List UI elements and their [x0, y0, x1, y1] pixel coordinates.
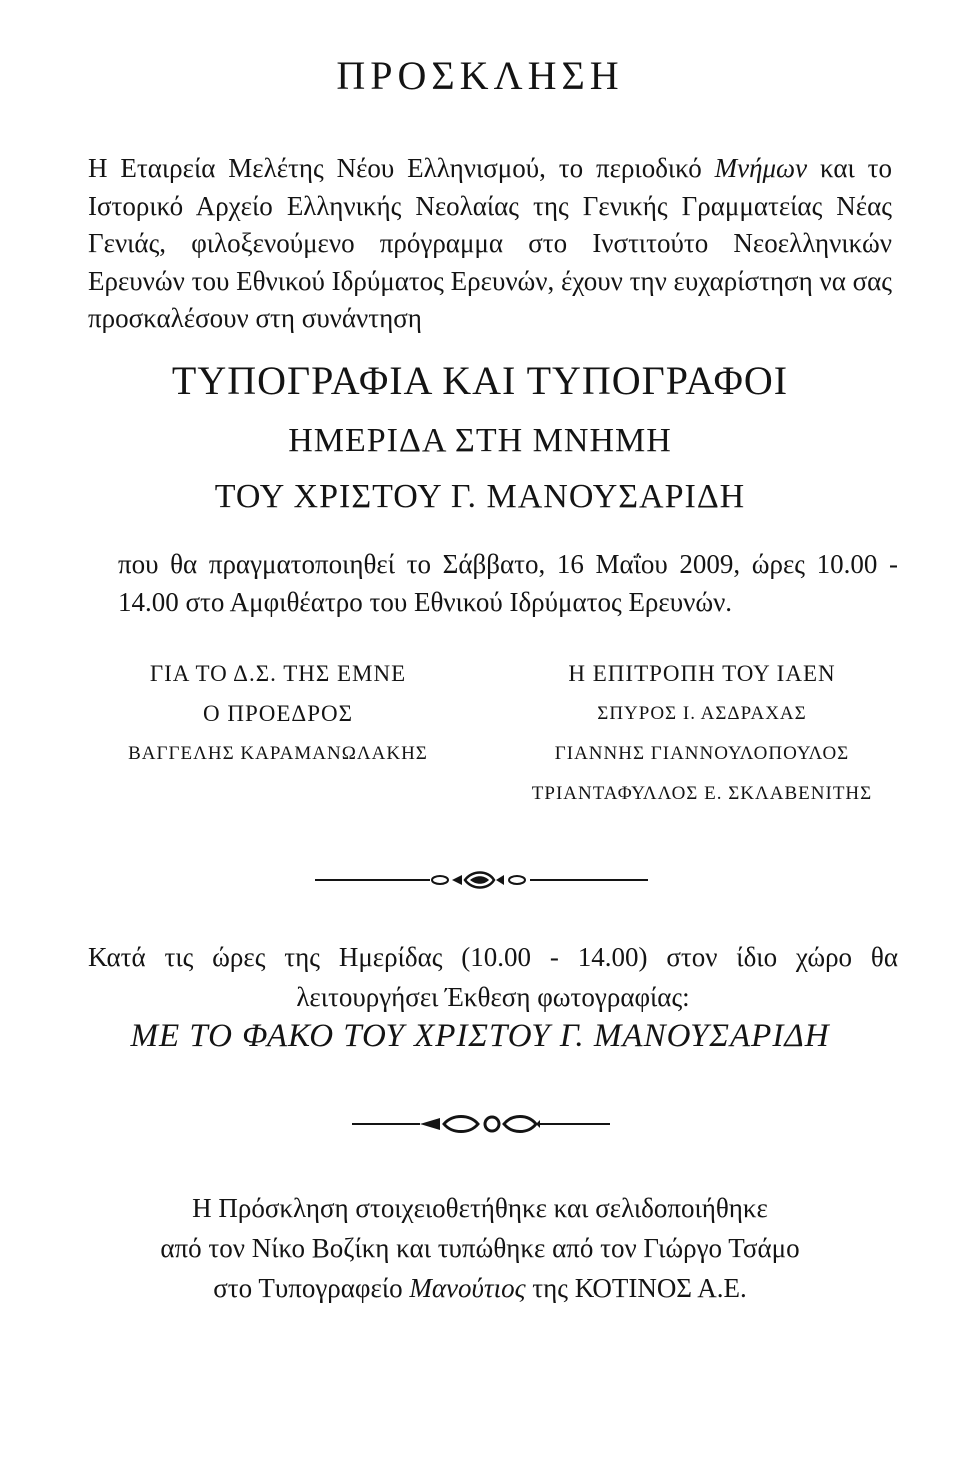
signature-block-left: [108, 654, 448, 774]
intro-text-start: Η Εταιρεία Μελέτης Νέου Ελληνισμού, το περιοδικό: [88, 153, 715, 183]
event-subtitle-line1: ΗΜΕΡΙΔΑ ΣΤΗ ΜΝΗΜΗ: [288, 422, 672, 459]
colophon-line1: Η Πρόσκληση στοιχειοθετήθηκε και σελιδοποιήθηκε: [192, 1193, 768, 1223]
exhibition-title: ΜΕ ΤΟ ΦΑΚΟ ΤΟΥ ΧΡΙΣΤΟΥ Γ. ΜΑΝΟΥΣΑΡΙΔΗ: [130, 1018, 830, 1054]
signature-right-org: Η ΕΠΙΤΡΟΠΗ ΤΟΥ ΙΑΕΝ: [568, 661, 836, 686]
intro-paragraph: [88, 150, 892, 338]
colophon-line2: από τον Νίκο Βοζίκη και τυπώθηκε από τον Γιώργο Τσάμο: [160, 1233, 800, 1263]
ornament-divider-icon: [0, 1110, 960, 1138]
exhibition-note: [88, 937, 898, 1017]
intro-text-end: και το Ιστορικό Αρχείο Ελληνικής Νεολαίας της Γενικής Γραμματείας Νέας Γενιάς, φιλοξενούμενο πρόγραμμα στο Ινστιτούτο Νεοελληνικών Ερευνών του Εθνικού Ιδρύματος Ερευνών, έχουν την ευχαρίστηση να σας προσκαλέσουν στη συνάντηση: [88, 153, 892, 333]
event-details: που θα πραγματοποιηθεί το Σάββατο, 16 Μαΐου 2009, ώρες 10.00 - 14.00 στο Αμφιθέατρο του Εθνικού Ιδρύματος Ερευνών.: [118, 549, 898, 617]
signature-left-name: ΒΑΓΓΕΛΗΣ ΚΑΡΑΜΑΝΩΛΑΚΗΣ: [128, 743, 428, 764]
colophon-line3-start: στο Τυπογραφείο: [213, 1273, 410, 1303]
event-subtitle-line2: ΤΟΥ ΧΡΙΣΤΟΥ Γ. ΜΑΝΟΥΣΑΡΙΔΗ: [214, 478, 746, 515]
signature-left-role: Ο ΠΡΟΕΔΡΟΣ: [203, 701, 353, 726]
signature-block-right: [482, 654, 922, 814]
printing-house-name: Μανούτιος: [409, 1273, 526, 1303]
exhibition-line2: λειτουργήσει Έκθεση φωτογραφίας:: [296, 982, 690, 1012]
signature-left-org: ΓΙΑ ΤΟ Δ.Σ. ΤΗΣ ΕΜΝΕ: [149, 661, 407, 686]
colophon-line3-end: της ΚΟΤΙΝΟΣ Α.Ε.: [525, 1273, 747, 1303]
signature-right-name: ΤΡΙΑΝΤΑΦΥΛΛΟΣ Ε. ΣΚΛΑΒΕΝΙΤΗΣ: [531, 783, 873, 804]
exhibition-line1: Κατά τις ώρες της Ημερίδας (10.00 - 14.00) στον ίδιο χώρο θα: [88, 942, 898, 972]
signature-right-name: ΣΠΥΡΟΣ Ι. ΑΣΔΡΑΧΑΣ: [597, 703, 807, 724]
signature-right-name: ΓΙΑΝΝΗΣ ΓΙΑΝΝΟΥΛΟΠΟΥΛΟΣ: [554, 743, 850, 764]
colophon-line3: [60, 1268, 900, 1308]
ornament-divider-icon: [0, 866, 960, 894]
invitation-title: ΠΡΟΣΚΛΗΣΗ: [336, 53, 624, 98]
journal-name: Μνήμων: [714, 153, 808, 183]
event-title: ΤΥΠΟΓΡΑΦΙΑ ΚΑΙ ΤΥΠΟΓΡΑΦΟΙ: [171, 358, 789, 403]
colophon: [60, 1188, 900, 1308]
